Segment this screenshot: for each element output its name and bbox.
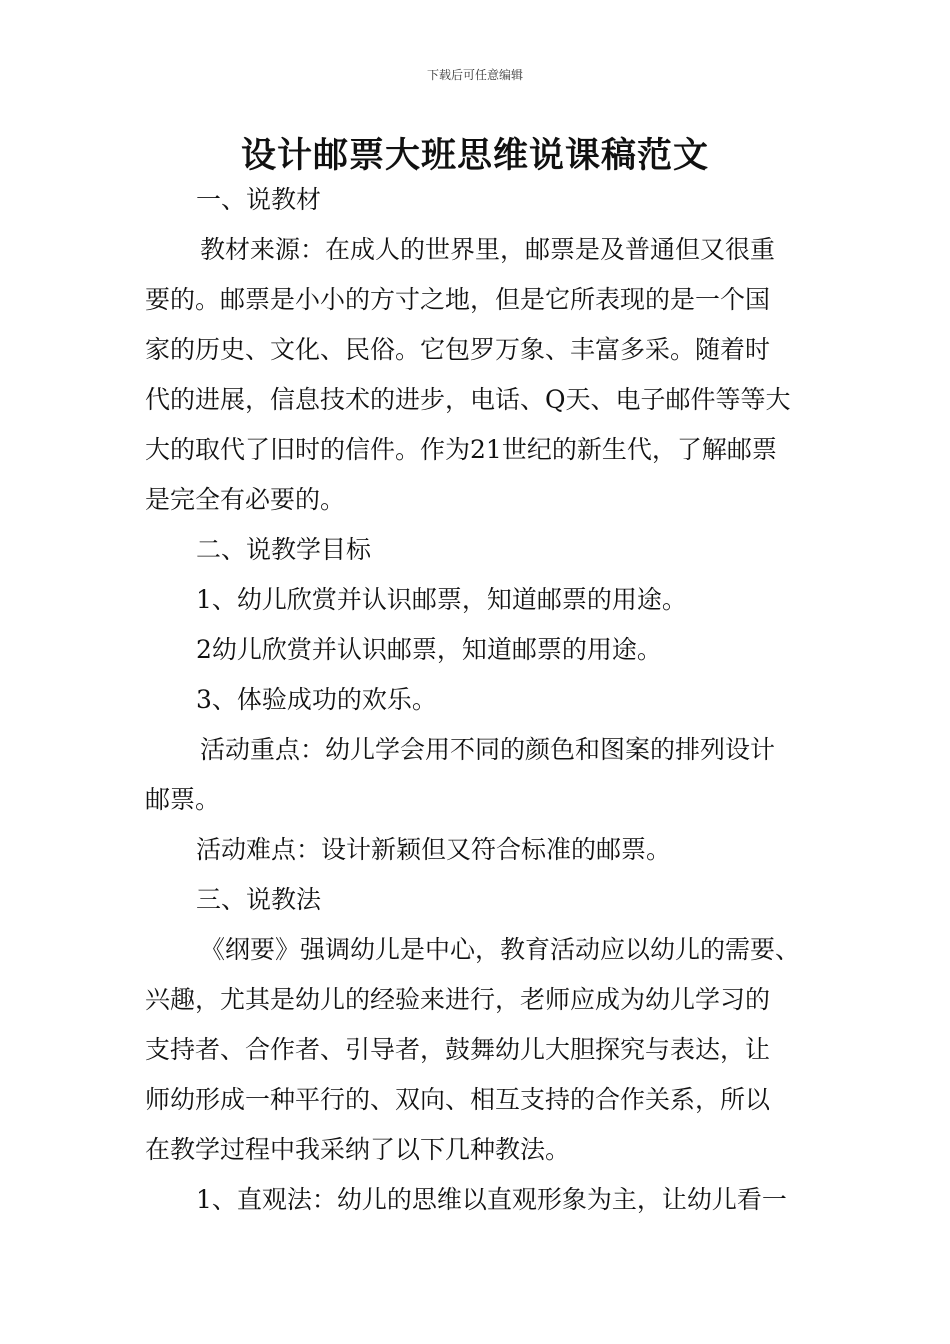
- goal-item: 1、幼儿欣赏并认识邮票，知道邮票的用途。: [196, 585, 687, 614]
- paragraph-line: 教材来源：在成人的世界里，邮票是及普通但又很重: [200, 235, 776, 264]
- paragraph-line: 活动重点：幼儿学会用不同的颜色和图案的排列设计: [200, 735, 776, 764]
- document-title: 设计邮票大班思维说课稿范文: [240, 136, 709, 176]
- paragraph-line: 是完全有必要的。: [145, 485, 346, 514]
- paragraph-line: 支持者、合作者、引导者，鼓舞幼儿大胆探究与表达，让: [145, 1035, 771, 1064]
- paragraph-line: 家的历史、文化、民俗。它包罗万象、丰富多采。随着时: [145, 335, 771, 364]
- paragraph-line: 师幼形成一种平行的、双向、相互支持的合作关系，所以: [145, 1085, 771, 1114]
- goal-item: 2幼儿欣赏并认识邮票，知道邮票的用途。: [196, 635, 662, 664]
- paragraph-line: 大的取代了旧时的信件。作为21世纪的新生代，了解邮票: [145, 435, 777, 464]
- heading-teaching-material: 一、说教材: [196, 185, 322, 214]
- paragraph-line: 《纲要》强调幼儿是中心，教育活动应以幼儿的需要、: [200, 935, 801, 964]
- heading-teaching-methods: 三、说教法: [196, 885, 322, 914]
- paragraph-line: 在教学过程中我采纳了以下几种教法。: [145, 1135, 571, 1164]
- paragraph-line: 邮票。: [145, 785, 221, 814]
- header-note: 下载后可任意编辑: [426, 68, 523, 82]
- paragraph-line: 1、直观法：幼儿的思维以直观形象为主，让幼儿看一: [196, 1185, 787, 1214]
- paragraph-line: 活动难点：设计新颖但又符合标准的邮票。: [196, 835, 672, 864]
- paragraph-line: 要的。邮票是小小的方寸之地，但是它所表现的是一个国: [145, 285, 771, 314]
- paragraph-line: 兴趣，尤其是幼儿的经验来进行，老师应成为幼儿学习的: [145, 985, 771, 1014]
- paragraph-line: 代的进展，信息技术的进步，电话、Q天、电子邮件等等大: [145, 385, 791, 414]
- goal-item: 3、体验成功的欢乐。: [196, 685, 437, 714]
- heading-teaching-goals: 二、说教学目标: [196, 535, 372, 564]
